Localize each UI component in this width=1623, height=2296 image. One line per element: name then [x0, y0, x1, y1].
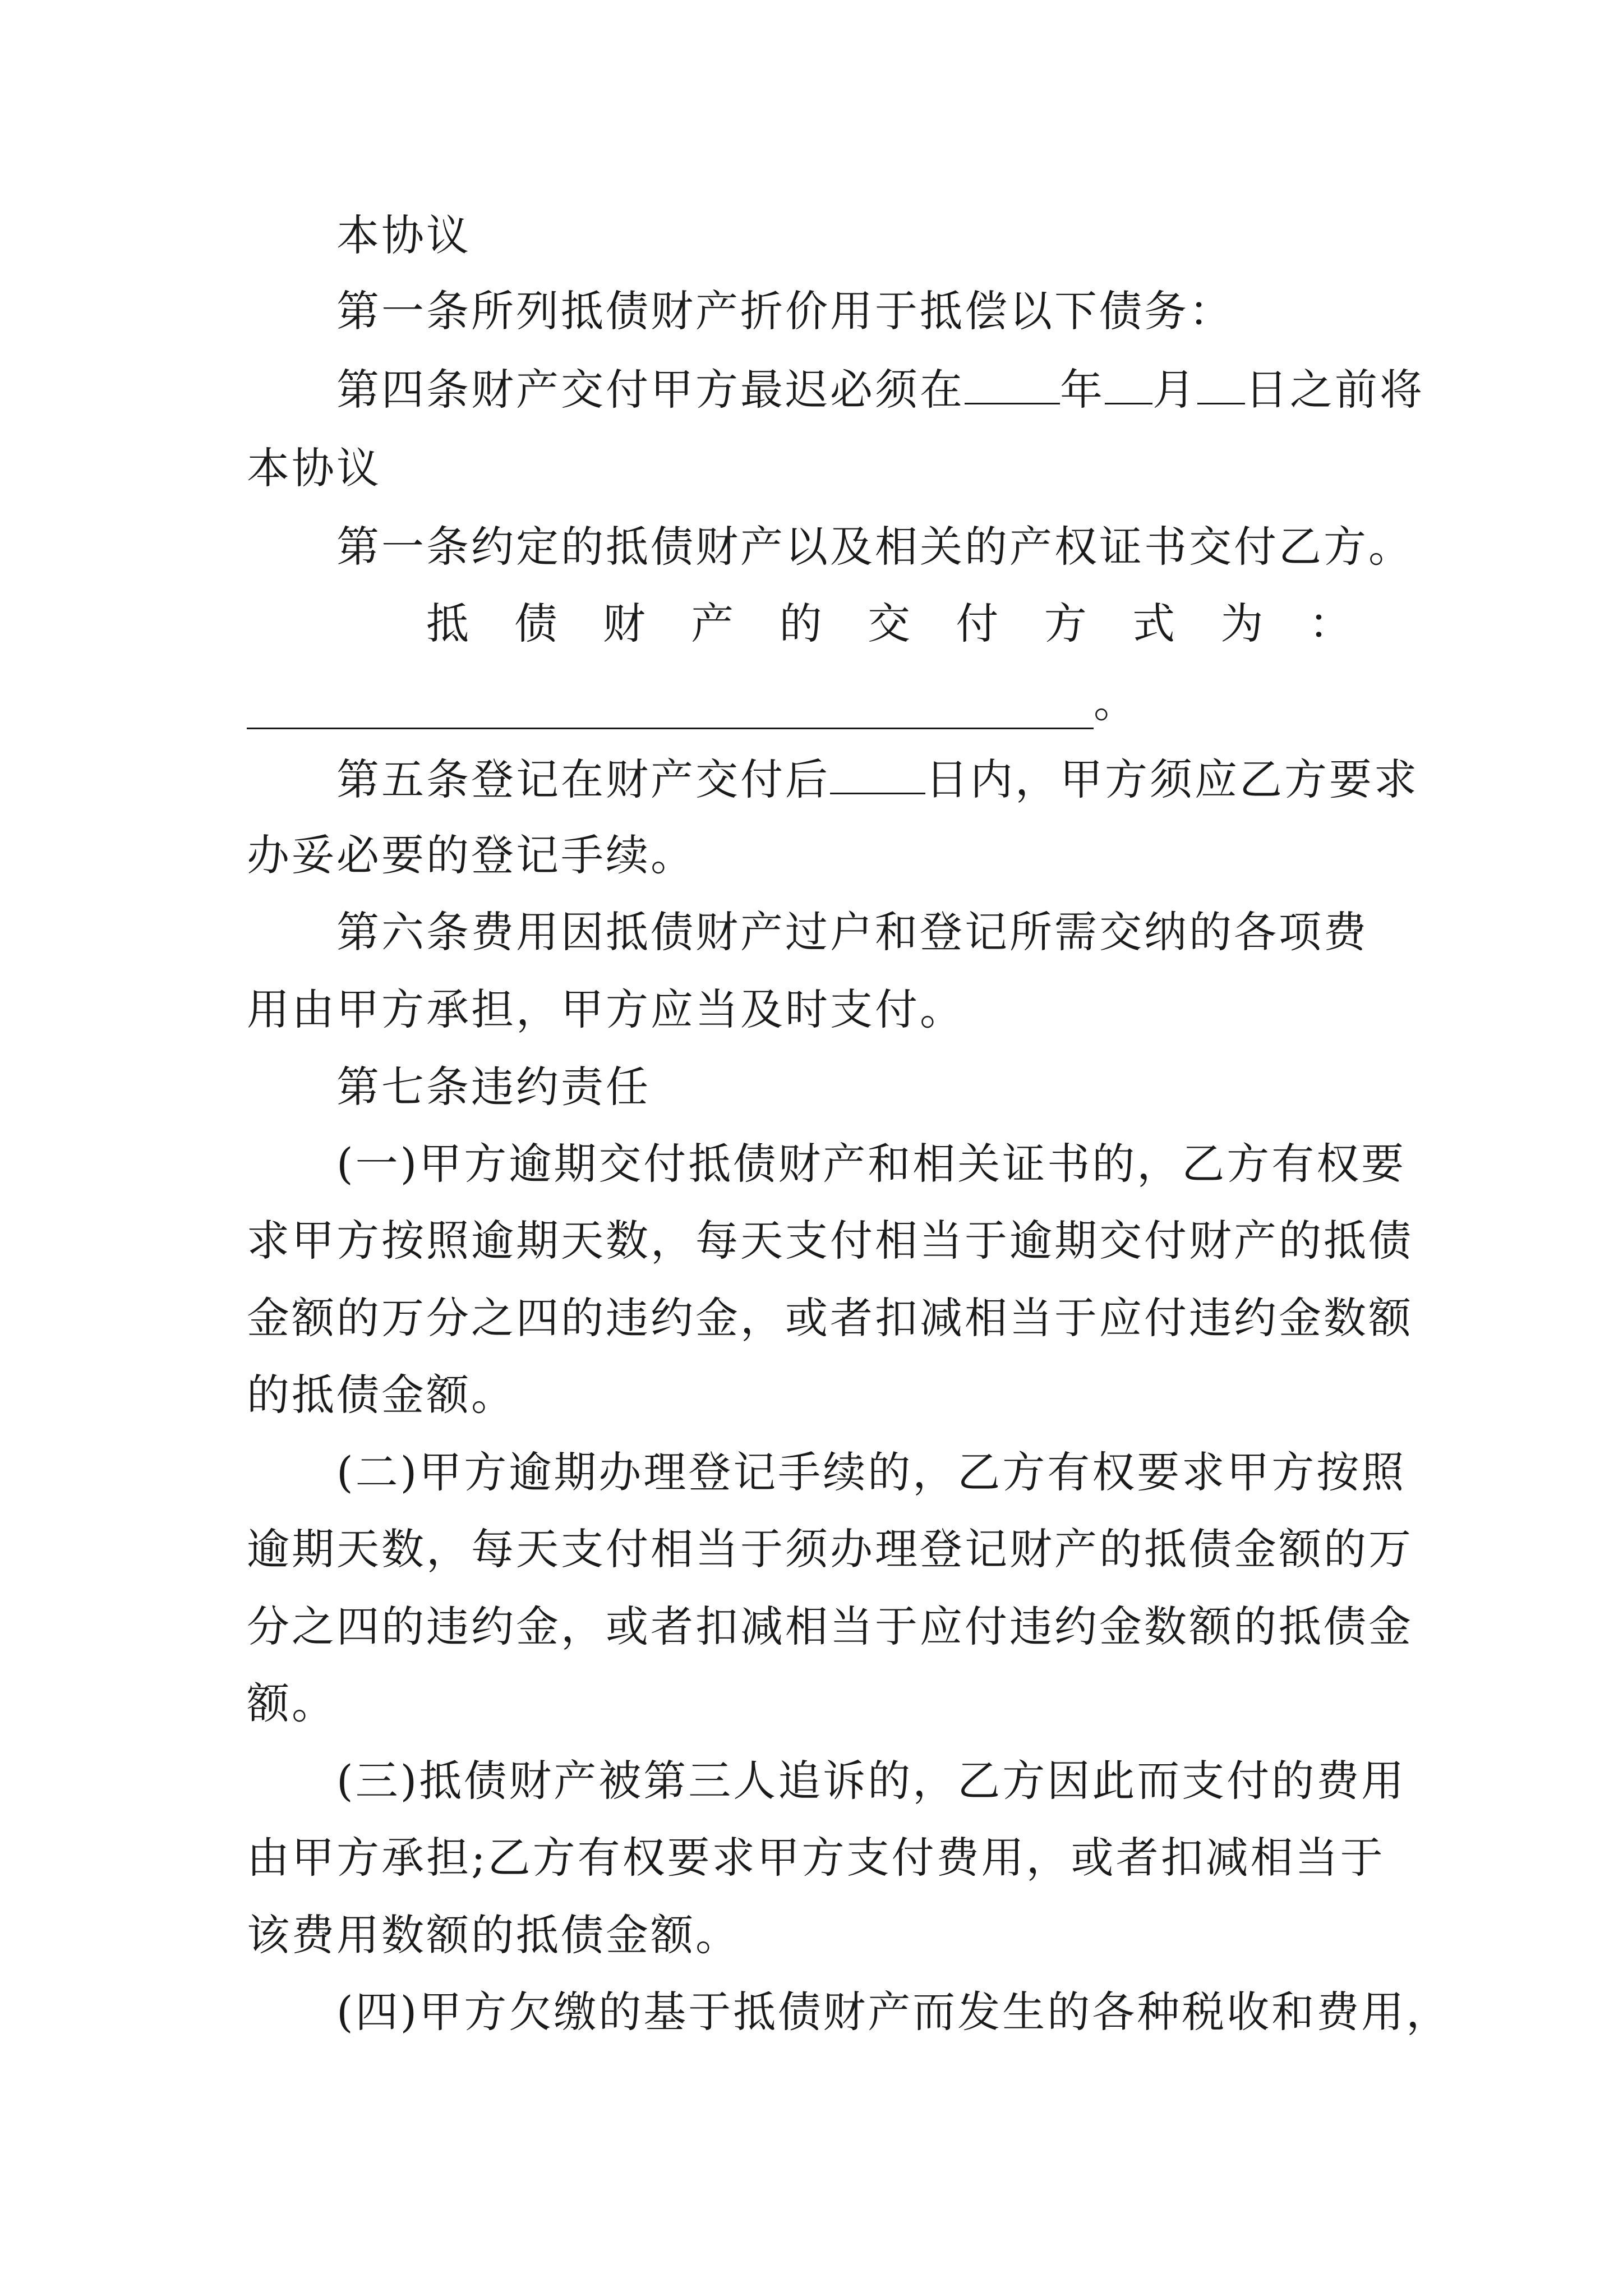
month-blank [1105, 364, 1152, 404]
paragraph-line: 逾期天数，每天支付相当于须办理登记财产的抵债金额的万 [247, 1524, 1413, 1574]
paragraph-line: 该费用数额的抵债金额。 [247, 1910, 740, 1960]
spread-char: 方 [1044, 599, 1087, 648]
paragraph-line: 由甲方承担;乙方有权要求甲方支付费用，或者扣减相当于 [247, 1833, 1385, 1883]
paragraph-line: (三)抵债财产被第三人追诉的，乙方因此而支付的费用 [336, 1756, 1407, 1806]
delivery-method-blank [247, 693, 1094, 729]
spread-char: 交 [867, 599, 910, 648]
day-blank [1197, 364, 1245, 404]
delivery-method-line [426, 596, 1352, 652]
spread-char: 的 [779, 599, 822, 648]
paragraph-line: (一)甲方逾期交付抵债财产和相关证书的，乙方有权要 [336, 1139, 1407, 1189]
article-4-prefix: 第四条财产交付甲方最迟必须在 [336, 365, 965, 415]
paragraph-line: 的抵债金额。 [247, 1370, 516, 1420]
paragraph-line: (二)甲方逾期办理登记手续的，乙方有权要求甲方按照 [336, 1447, 1407, 1497]
spread-char: 为 [1220, 599, 1264, 648]
article-5-line [336, 752, 1419, 808]
article-4-suffix: 日之前将 [1245, 365, 1424, 415]
paragraph-line: 办妥必要的登记手续。 [247, 830, 695, 880]
spread-char: 财 [602, 599, 645, 648]
paragraph-line: 额。 [247, 1678, 336, 1728]
article-5-suffix: 日内，甲方须应乙方要求 [925, 754, 1419, 804]
year-label: 年 [1060, 365, 1105, 415]
delivery-method-blank-line [247, 679, 1136, 729]
paragraph-line: 分之四的违约金，或者扣减相当于应付违约金数额的抵债金 [247, 1602, 1413, 1651]
spread-char: 式 [1132, 599, 1175, 648]
spread-char: ： [1308, 599, 1352, 648]
days-blank [830, 753, 925, 794]
spread-char: 付 [956, 599, 999, 648]
paragraph-line: 第六条费用因抵债财产过户和登记所需交纳的各项费 [336, 907, 1368, 957]
spread-char: 产 [691, 599, 734, 648]
article-5-prefix: 第五条登记在财产交付后 [336, 754, 830, 804]
paragraph-line: 金额的万分之四的违约金，或者扣减相当于应付违约金数额 [247, 1293, 1413, 1343]
paragraph-line: 本协议 [247, 443, 381, 493]
article-4-line [336, 362, 1424, 418]
paragraph-line: 求甲方按照逾期天数，每天支付相当于逾期交付财产的抵债 [247, 1216, 1413, 1266]
paragraph-line: (四)甲方欠缴的基于抵债财产而发生的各种税收和费用， [336, 1987, 1451, 2037]
section-heading: 第七条违约责任 [336, 1062, 651, 1112]
paragraph-line: 用由甲方承担，甲方应当及时支付。 [247, 984, 965, 1034]
period-mark: 。 [1094, 677, 1136, 727]
paragraph-line: 第一条所列抵债财产折价用于抵偿以下债务： [336, 286, 1234, 336]
year-blank [965, 364, 1060, 404]
paragraph-line: 第一条约定的抵债财产以及相关的产权证书交付乙方。 [336, 522, 1413, 572]
paragraph-line: 本协议 [336, 210, 471, 260]
spread-char: 抵 [426, 599, 469, 648]
spread-char: 债 [514, 599, 557, 648]
month-label: 月 [1152, 365, 1197, 415]
